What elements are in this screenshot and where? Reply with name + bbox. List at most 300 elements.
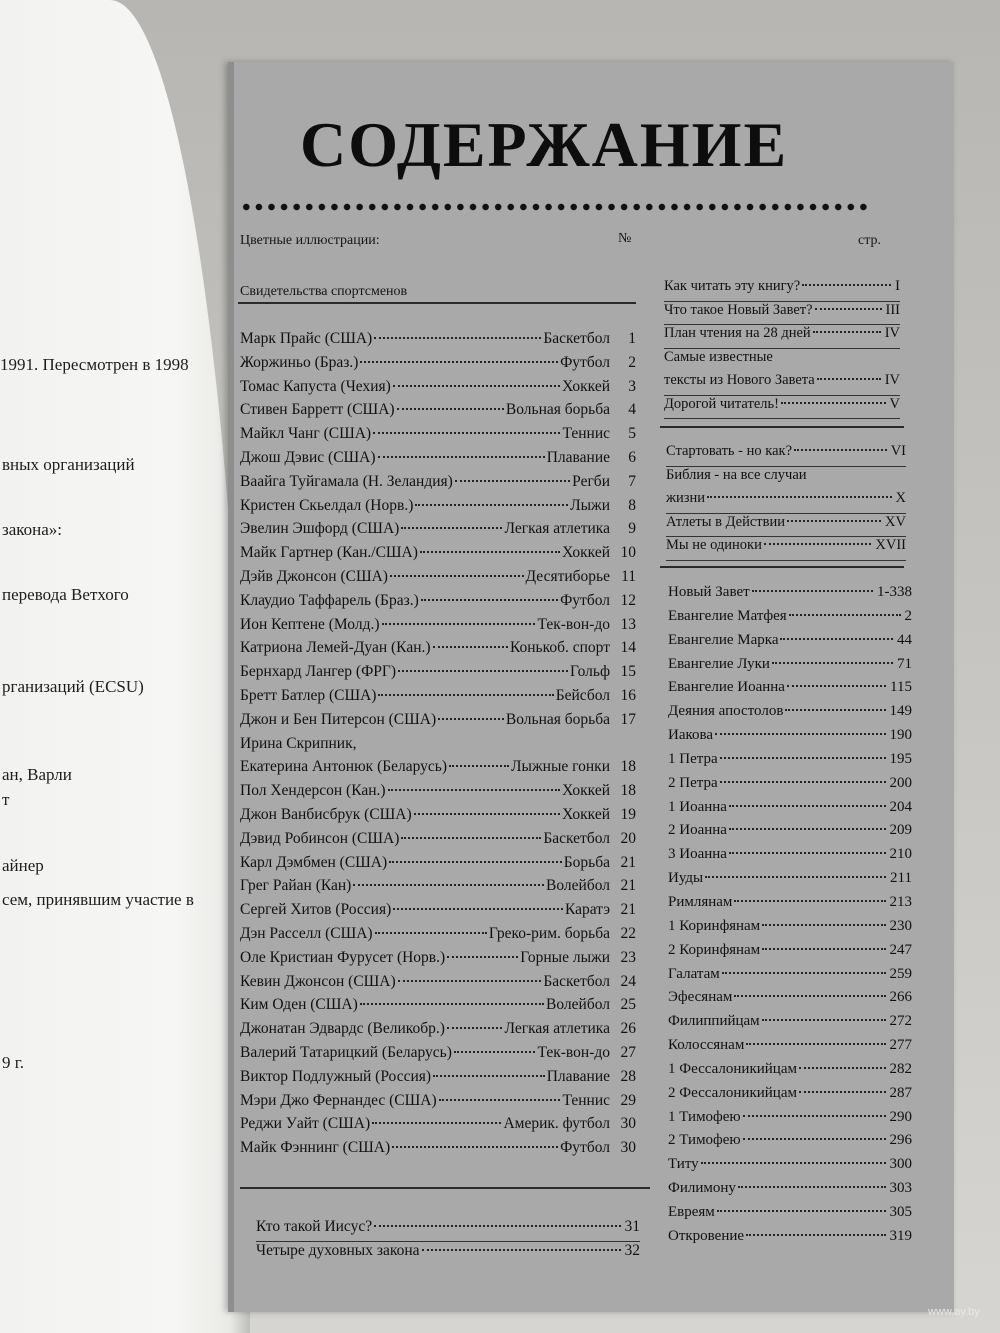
left-line: 1991. Пересмотрен в 1998 [0,355,189,374]
toc-entry [256,1218,640,1242]
testimonies-header: Свидетельства спортсменов [240,284,408,299]
page-number: 16 [620,686,636,704]
leader-dots [787,685,886,687]
leader-dots [802,284,891,286]
page-number: 13 [620,615,636,633]
leader-dots [717,1210,886,1212]
page-number: III [885,301,900,318]
entry-name: 2 Фессалоникийцам [668,1084,797,1101]
sport-name: Америк. футбол [503,1115,610,1133]
left-line: рганизаций (ECSU) [2,677,144,696]
toc-entry [240,663,636,687]
sport-name: Вольная борьба [505,401,610,419]
entry-name: 3 Иоанна [668,846,727,863]
page-number: 11 [621,567,636,585]
leader-dots [374,337,541,339]
athlete-name: Майк Фэннинг (США) [240,1139,391,1157]
athlete-name: Сергей Хитов (Россия) [240,901,392,919]
leader-dots [373,432,560,434]
athlete-name: Валерий Татарицкий (Беларусь) [240,1043,452,1061]
toc-entry [668,799,912,823]
page-number: 30 [620,1139,636,1157]
page-number: 32 [624,1241,640,1259]
entry-name: Филимону [668,1180,736,1197]
page-number: 21 [620,877,636,895]
page-number: 26 [620,1020,636,1038]
entry-name: жизни [666,490,706,506]
page-number: 272 [889,1013,912,1030]
entry-name: Самые известные [664,348,773,365]
page-number: 10 [620,544,636,562]
sport-name: Волейбол [546,877,610,895]
toc-entry [240,544,636,568]
leader-dots [433,1075,545,1077]
toc-entry [240,520,636,544]
athlete-name: Дэн Расселл (США) [240,924,373,942]
leader-dots [421,599,558,601]
sport-name: Борьба [563,853,610,871]
toc-entry [240,1092,636,1116]
toc-entry [240,996,636,1020]
sport-name: Тек-вон-до [537,1043,610,1061]
leader-dots [715,733,885,735]
sport-name: Футбол [560,353,610,371]
leader-dots [746,1234,885,1236]
leader-dots [390,575,524,577]
leader-dots [360,361,558,363]
toc-entry [668,1037,912,1061]
toc-entry [240,806,636,830]
page-number: 2 [628,353,636,371]
leader-dots [422,1249,621,1251]
entry-name: 2 Петра [668,774,718,791]
entry-name: Иакова [668,727,714,744]
toc-entry [668,1013,912,1037]
leader-dots [378,456,545,458]
toc-entry [240,901,636,925]
page-number: 319 [889,1227,912,1244]
leader-dots [705,876,886,878]
page-number: 282 [889,1060,912,1077]
leader-dots [398,980,542,982]
dotted-divider [240,202,868,212]
athlete-name: Томас Капуста (Чехия) [240,377,391,395]
leader-dots [762,948,885,950]
left-line: ан, Варли [2,765,72,784]
toc-entry [240,949,636,973]
page-number: 14 [620,639,636,657]
entry-name: 2 Иоанна [668,822,727,839]
sport-name: Легкая атлетика [504,520,610,538]
entry-name: 1 Фессалоникийцам [668,1060,797,1077]
leader-dots [762,924,885,926]
toc-entry [664,278,900,302]
leader-dots [374,1225,620,1227]
leader-dots [392,1146,558,1148]
sport-name: Футбол [560,1139,610,1157]
page-number: 18 [620,782,636,800]
toc-entry [668,989,912,1013]
leader-dots [455,480,570,482]
page-number: 211 [890,870,912,887]
athlete-name: Джон и Бен Питерсон (США) [240,710,437,728]
section-rule [660,426,904,428]
leader-dots [375,932,487,934]
athlete-name: Оле Кристиан Фурусет (Норв.) [240,948,446,966]
leader-dots [817,378,881,380]
entry-name: тексты из Нового Завета [664,372,815,388]
left-line: перевода Ветхого [2,585,129,604]
entry-name: 2 Тимофею [668,1132,741,1149]
entry-name: Новый Завет [668,584,750,600]
page-number: 290 [889,1108,912,1125]
toc-entry [668,846,912,870]
page-number: 1 [628,330,636,347]
athlete-name: Стивен Барретт (США) [240,401,395,419]
toc-entry [668,775,912,799]
leader-dots [378,694,553,696]
page-number: IV [884,325,900,341]
toc-entry [666,537,906,561]
sport-name: Конькоб. спорт [509,639,610,657]
page-number: 230 [889,917,912,934]
toc-entry [240,1020,636,1044]
extras-list [256,1218,640,1266]
page-number: X [895,490,906,506]
sport-name: Плавание [546,448,610,466]
page-number: 303 [889,1180,912,1197]
page-number: 31 [624,1218,640,1235]
leader-dots [743,1138,886,1140]
leader-dots [414,813,561,815]
toc-entry [240,330,636,354]
section-rule [660,566,904,568]
entry-name: Евангелие Луки [668,655,770,672]
toc-entry [668,822,912,846]
toc-entry [240,1115,636,1139]
page-number: 21 [620,853,636,871]
page-number: 27 [620,1043,636,1061]
sport-name: Баскетбол [543,829,610,847]
page-number: 247 [889,941,912,958]
toc-entry [668,894,912,918]
sport-name: Теннис [562,425,610,443]
toc-entry [666,490,906,514]
page-number: XVII [875,537,906,553]
toc-entry [240,401,636,425]
page-number: 200 [889,774,912,791]
entry-name: Кто такой Иисус? [256,1218,373,1235]
athlete-name: Кевин Джонсон (США) [240,972,396,990]
entry-name: Эфесянам [668,989,733,1006]
entry-name: 1 Петра [668,750,718,767]
toc-entry [668,727,912,751]
sport-name: Волейбол [546,996,610,1014]
toc-entry [240,425,636,449]
page-number: 7 [628,472,636,490]
sport-name: Регби [572,472,610,490]
toc-entry [240,639,636,663]
page-number: 24 [620,972,636,990]
leader-dots [799,1091,886,1093]
entry-name: Стартовать - но как? [666,443,793,459]
leader-dots [787,520,881,522]
page-number: 2 [904,607,912,624]
leader-dots [789,614,901,616]
entry-name: Римлянам [668,893,733,910]
athlete-name: Жоржиньо (Браз.) [240,353,359,371]
entry-name: Титу [668,1156,699,1173]
athlete-name: Клаудио Таффарель (Браз.) [240,591,419,609]
athlete-name: Эвелин Эшфорд (США) [240,520,400,538]
athlete-name: Мэри Джо Фернандес (США) [240,1091,437,1109]
athlete-name: Дэйв Джонсон (США) [240,567,388,585]
sport-name: Хоккей [562,377,610,395]
toc-entry [668,1085,912,1109]
leader-dots [439,1099,561,1101]
leader-dots [401,837,541,839]
athlete-name: Ваайга Туйгамала (Н. Зеландия) [240,472,453,490]
toc-entry [256,1242,640,1266]
page-title: СОДЕРЖАНИЕ [300,109,789,180]
page-number: I [895,278,900,294]
toc-entry [668,1156,912,1180]
entry-name: Филиппийцам [668,1013,760,1030]
page-number: 296 [889,1132,912,1149]
entry-name: Мы не одиноки [666,537,762,553]
toc-entry [668,751,912,775]
leader-dots [433,646,508,648]
leader-dots [772,662,893,664]
leader-dots [729,828,886,830]
leader-dots [454,1051,536,1053]
leader-dots [393,908,563,910]
sport-name: Плавание [546,1067,610,1085]
sport-name: Футбол [560,591,610,609]
athlete-name: Виктор Подлужный (Россия) [240,1067,432,1085]
page-number: 115 [890,679,912,696]
page-number: 23 [620,948,636,966]
leader-dots [794,449,887,451]
page-number: 22 [620,924,636,942]
entry-name: Иуды [668,870,704,887]
page-number: 9 [628,520,636,538]
leader-dots [734,995,885,997]
athlete-name: Марк Прайс (США) [240,330,373,347]
leader-dots [438,718,504,720]
entry-name: 1 Коринфянам [668,917,761,934]
page-number: 1-338 [877,584,912,600]
page-number: 25 [620,996,636,1014]
sport-name: Тек-вон-до [537,615,610,633]
athlete-name: Пол Хендерсон (Кан.) [240,782,386,800]
page-number: IV [884,372,900,388]
leader-dots [447,1027,503,1029]
page-number: 305 [889,1203,912,1220]
page-number: 29 [620,1091,636,1109]
left-line: сем, принявшим участие в [2,890,194,909]
entry-name: 2 Коринфянам [668,941,761,958]
athlete-name: Майкл Чанг (США) [240,425,372,443]
toc-entry [668,1204,912,1228]
entry-name: Евангелие Матфея [668,607,787,624]
toc-entry [240,592,636,616]
page-number: 195 [889,750,912,767]
leader-dots [743,1115,886,1117]
toc-entry [666,467,906,491]
sport-name: Вольная борьба [505,710,610,728]
sport-name: Лыжные гонки [511,758,610,776]
athlete-name: Бретт Батлер (США) [240,686,377,704]
intro-list [664,278,900,419]
leader-dots [720,781,886,783]
toc-entry [668,656,912,680]
leader-dots [372,1122,501,1124]
leader-dots [785,709,885,711]
leader-dots [393,385,560,387]
page-header: стр. [858,233,882,248]
bible-books-list [668,584,912,1252]
sport-name: Хоккей [562,544,610,562]
leader-dots [398,670,568,672]
toc-entry [668,1132,912,1156]
toc-entry [240,877,636,901]
athlete-name: Джонатан Эдвардс (Великобр.) [240,1020,445,1038]
page-number: 149 [889,703,912,720]
sport-name: Лыжи [570,496,610,514]
toc-entry [240,1068,636,1092]
toc-entry [240,473,636,497]
entry-name: Откровение [668,1227,745,1244]
page-number: 204 [889,798,912,815]
toc-entry [668,584,912,608]
sport-name: Бейсбол [555,686,610,704]
page-number: 277 [889,1037,912,1054]
leader-dots [707,496,891,498]
page-number: 300 [889,1156,912,1173]
entry-name: Библия - на все случаи [666,466,807,483]
page-number: 71 [897,655,912,672]
page-number: 20 [620,829,636,847]
leader-dots [389,861,562,863]
athletes-list [240,330,636,1163]
leader-dots [764,543,872,545]
toc-entry [240,687,636,711]
leader-dots [397,408,504,410]
athlete-name: Майк Гартнер (Кан./США) [240,544,418,562]
page-number: 18 [620,758,636,776]
page-number: 287 [889,1084,912,1101]
toc-entry [664,349,900,373]
entry-name: Евангелие Иоанна [668,679,785,696]
leader-dots [799,1067,886,1069]
toc-entry [240,616,636,640]
left-line: закона»: [2,520,63,539]
left-line: т [2,790,10,809]
sport-name: Баскетбол [543,972,610,990]
toc-entry [664,325,900,349]
toc-entry [668,942,912,966]
athlete-name: Джош Дэвис (США) [240,448,376,466]
toc-entry [668,608,912,632]
page-number: 28 [620,1067,636,1085]
page-number: 259 [889,965,912,982]
section-rule [238,302,636,304]
page-number: 266 [889,989,912,1006]
toc-entry [240,758,636,782]
toc-entry [664,372,900,396]
leader-dots [415,504,568,506]
entry-name: Галатам [668,965,720,982]
leader-dots [738,1186,886,1188]
toc-entry [240,925,636,949]
left-line: вных организаций [2,455,135,474]
page-number: 30 [620,1115,636,1133]
athlete-name: Екатерина Антонюк (Беларусь) [240,758,448,776]
sport-name: Хоккей [562,805,610,823]
leader-dots [382,623,536,625]
entry-name: Евангелие Марка [668,631,779,648]
entry-name: Колоссянам [668,1037,745,1054]
page-number: 6 [628,448,636,466]
page-number: 4 [628,401,636,419]
entry-name: Деяния апостолов [668,703,784,720]
athlete-name: Катриона Лемей-Дуан (Кан.) [240,639,431,657]
sport-name: Легкая атлетика [504,1020,610,1038]
entry-name: Атлеты в Действии [666,513,785,530]
leader-dots [420,551,560,553]
toc-entry [668,679,912,703]
athlete-name: Реджи Уайт (США) [240,1115,371,1133]
page-number: 5 [628,425,636,443]
toc-entry [664,302,900,326]
toc-entry [240,854,636,878]
page-number: 19 [620,805,636,823]
toc-entry [240,1139,636,1163]
athlete-name: Ирина Скрипник, [240,734,357,752]
leader-dots [781,402,886,404]
toc-entry [240,973,636,997]
sport-name: Гольф [570,663,610,681]
watermark: www.ay.by [928,1306,980,1318]
toc-entry [240,354,636,378]
sport-name: Горные лыжи [520,948,610,966]
leader-dots [701,1162,886,1164]
entry-name: Четыре духовных закона [256,1241,420,1259]
athlete-name: Дэвид Робинсон (США) [240,829,400,847]
toc-entry [668,870,912,894]
toc-entry [668,1109,912,1133]
entry-name: Что такое Новый Завет? [664,301,813,318]
left-line: айнер [2,856,44,875]
leader-dots [815,308,882,310]
entry-name: Дорогой читатель! [664,395,779,412]
sport-name: Баскетбол [543,330,610,347]
toc-entry [240,378,636,402]
entry-name: Евреям [668,1203,715,1220]
entry-name: План чтения на 28 дней [664,325,811,341]
leader-dots [813,331,881,333]
leader-dots [729,805,886,807]
leader-dots [780,638,893,640]
toc-entry [240,735,636,759]
toc-entry [666,443,906,467]
page-number: 210 [889,846,912,863]
athlete-name: Грег Райан (Кан) [240,877,352,895]
toc-entry [240,830,636,854]
number-header: № [618,231,632,246]
leader-dots [734,900,885,902]
